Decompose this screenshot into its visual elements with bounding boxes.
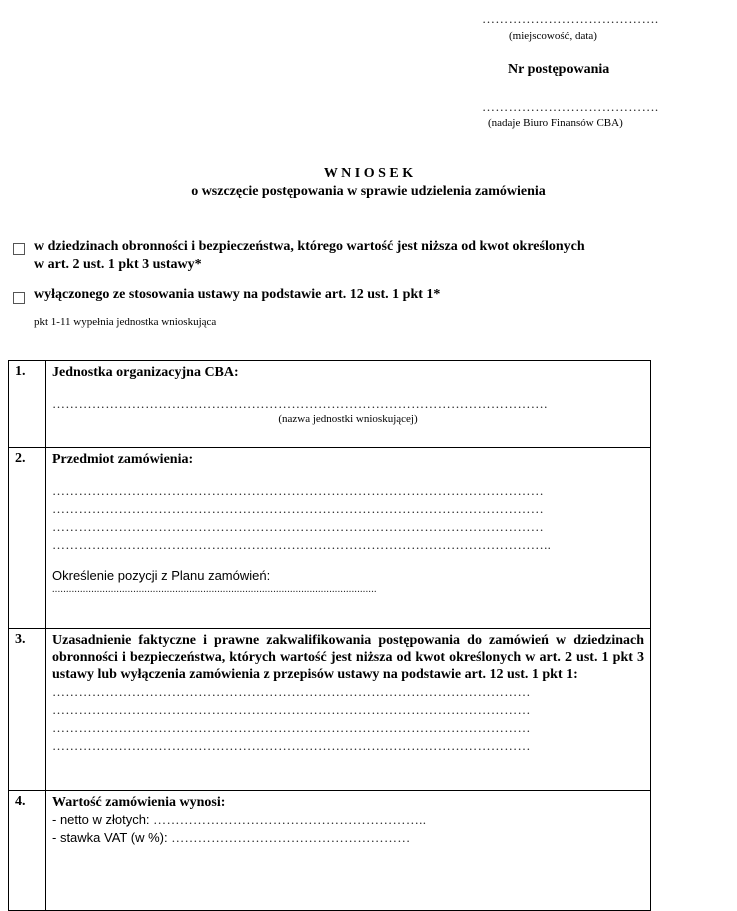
option-checkbox-2[interactable] [13,289,25,307]
net-value-label: - netto w złotych: [52,812,154,827]
fill-note: pkt 1-11 wypełnia jednostka wnioskująca [34,316,217,328]
net-value-field[interactable]: …………………………………………………….. [153,812,427,827]
vat-rate-label: - stawka VAT (w %): [52,830,172,845]
justification-line[interactable]: ……………………………………………………………………………………………… [52,738,531,753]
option-1-text: w dziedzinach obronności i bezpieczeństwa, którego wartość jest niższa od kwot określonych w art. 2 ust. 1 pkt 3 ustawy* [34,239,585,272]
checkbox-icon[interactable] [13,243,25,255]
row-number: 2. [9,448,46,629]
row-number: 1. [9,361,46,448]
place-date-dots[interactable]: …………………………………. [482,11,659,26]
form-row-3 [9,629,651,791]
option-2-text: wyłączonego ze stosowania ustawy na podstawie art. 12 ust. 1 pkt 1* [34,287,441,302]
subject-line[interactable]: ………………………………………………………………………………………………… [52,483,545,498]
document-subtitle: o wszczęcie postępowania w sprawie udzielenia zamówienia [191,184,546,199]
row-1-content [46,361,651,448]
justification-line[interactable]: ……………………………………………………………………………………………… [52,684,531,699]
row-number: 3. [9,629,46,791]
row-4-content [46,791,651,911]
plan-position-label: Określenie pozycji z Planu zamówień: [52,568,271,583]
option-checkbox-1[interactable] [13,240,25,258]
vat-rate-field[interactable]: ……………………………………………… [171,830,411,845]
place-date-caption: (miejscowość, data) [509,30,597,42]
row-heading: Wartość zamówienia wynosi: [52,795,226,810]
row-2-content [46,448,651,629]
row-3-content [46,629,651,791]
row-heading: Uzasadnienie faktyczne i prawne zakwalifikowania postępowania do zamówień w dziedzinach obronności i bezpieczeństwa, których wartość jest niższa od kwot określonych w art. 2 ust. 1 pkt 3 ustawy lub wyłączenia zamówienia z przepisów ustawy na podstawie art. 12 ust. 1 pkt 1: [52,633,644,682]
subject-line[interactable]: ………………………………………………………………………………………………… [52,519,545,534]
net-value-line [52,811,644,829]
request-form-table [8,360,651,911]
subject-line[interactable]: ………………………………………………………………………………………………….. [52,537,552,552]
row-heading: Jednostka organizacyjna CBA: [52,365,239,380]
case-number-caption: (nadaje Biuro Finansów CBA) [488,117,623,129]
justification-line[interactable]: ……………………………………………………………………………………………… [52,720,531,735]
checkbox-icon[interactable] [13,292,25,304]
justification-line[interactable]: ……………………………………………………………………………………………… [52,702,531,717]
case-number-dots[interactable]: …………………………………. [482,99,659,114]
document-title: W N I O S E K [323,166,414,181]
vat-rate-line [52,829,644,847]
subject-line[interactable]: ………………………………………………………………………………………………… [52,501,545,516]
case-number-label: Nr postępowania [508,62,610,77]
unit-name-caption: (nazwa jednostki wnioskującej) [278,413,418,425]
form-row-4 [9,791,651,911]
row-number: 4. [9,791,46,911]
form-row-2 [9,448,651,629]
unit-name-field[interactable]: …………………………………………………………………………………………………. [52,396,548,411]
plan-position-field[interactable]: .................................................................................................................... [52,584,377,595]
form-row-1 [9,361,651,448]
row-heading: Przedmiot zamówienia: [52,452,194,467]
